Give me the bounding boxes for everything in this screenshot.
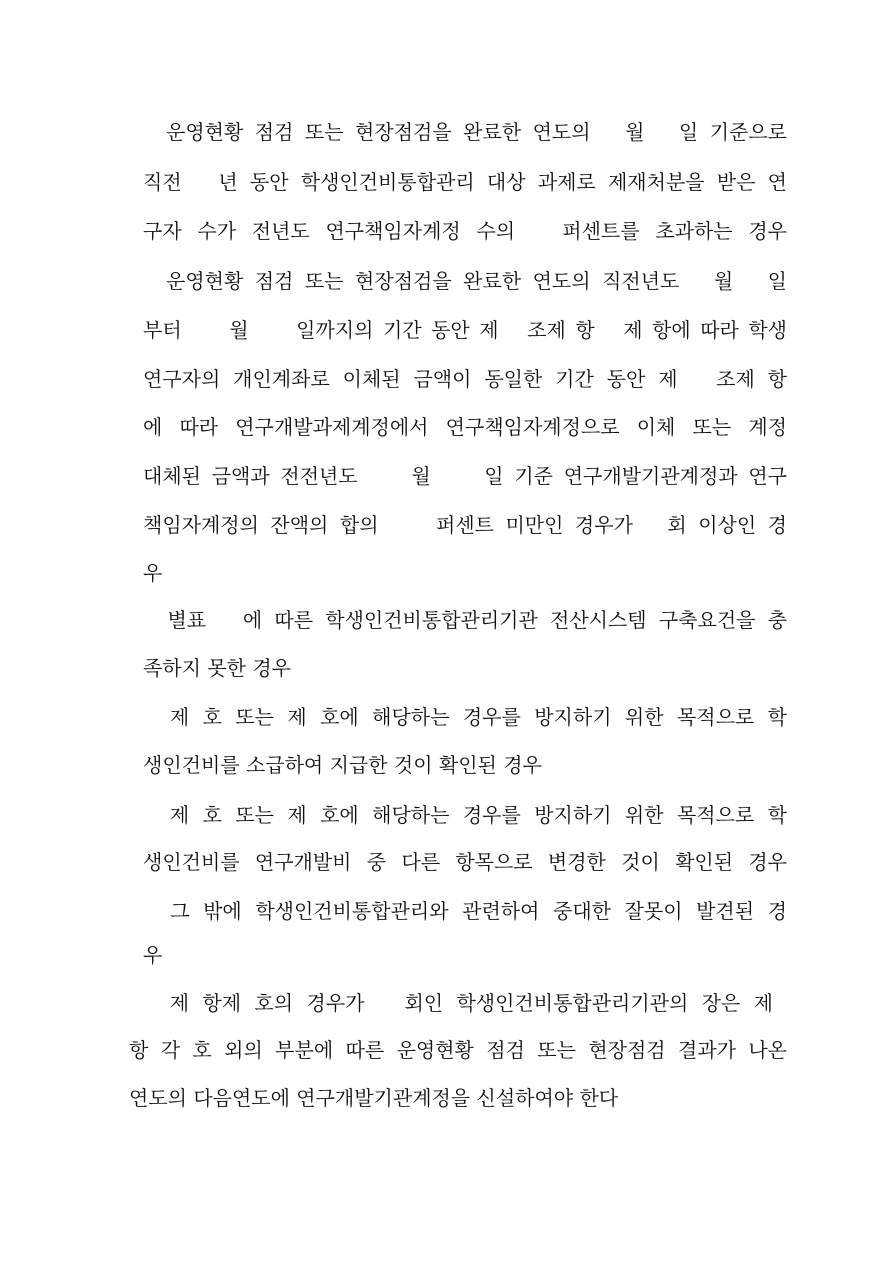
text-line: 우 [143,561,163,585]
text-line: 우 [143,943,163,967]
text-line: 책임자계정의 잔액의 합의 퍼센트 미만인 경우가 회 이상인 경 [143,513,787,537]
text-line: 항 각 호 외의 부분에 따른 운영현황 점검 또는 현장점검 결과가 나온 [129,1038,787,1062]
text-line: 에 따라 연구개발과제계정에서 연구책임자계정으로 이체 또는 계정 [143,415,787,439]
text-line: 대체된 금액과 전전년도 월 일 기준 연구개발기관계정과 연구 [143,464,787,488]
text-line: 생인건비를 연구개발비 중 다른 항목으로 변경한 것이 확인된 경우 [143,850,787,874]
text-line: 운영현황 점검 또는 현장점검을 완료한 연도의 직전년도 월 일 [143,269,787,293]
text-line: 생인건비를 소급하여 지급한 것이 확인된 경우 [143,753,542,777]
text-line: 족하지 못한 경우 [143,656,291,680]
text-line: 구자 수가 전년도 연구책임자계정 수의 퍼센트를 초과하는 경우 [143,219,787,243]
text-line: 연도의 다음연도에 연구개발기관계정을 신설하여야 한다 [129,1086,619,1110]
text-line: 그 밖에 학생인건비통합관리와 관련하여 중대한 잘못이 발견된 경 [143,899,787,923]
text-line: 제 호 또는 제 호에 해당하는 경우를 방지하기 위한 목적으로 학 [143,803,788,827]
text-line: 제 항제 호의 경우가 회인 학생인건비통합관리기관의 장은 제 [143,991,774,1015]
text-line: 직전 년 동안 학생인건비통합관리 대상 과제로 제재처분을 받은 연 [143,170,787,194]
text-line: 제 호 또는 제 호에 해당하는 경우를 방지하기 위한 목적으로 학 [143,705,788,729]
text-line: 별표 에 따른 학생인건비통합관리기관 전산시스템 구축요건을 충 [143,608,788,632]
text-line: 연구자의 개인계좌로 이체된 금액이 동일한 기간 동안 제 조제 항 [143,367,787,391]
text-line: 운영현황 점검 또는 현장점검을 완료한 연도의 월 일 기준으로 [143,120,787,144]
text-line: 부터 월 일까지의 기간 동안 제 조제 항 제 항에 따라 학생 [143,318,787,342]
